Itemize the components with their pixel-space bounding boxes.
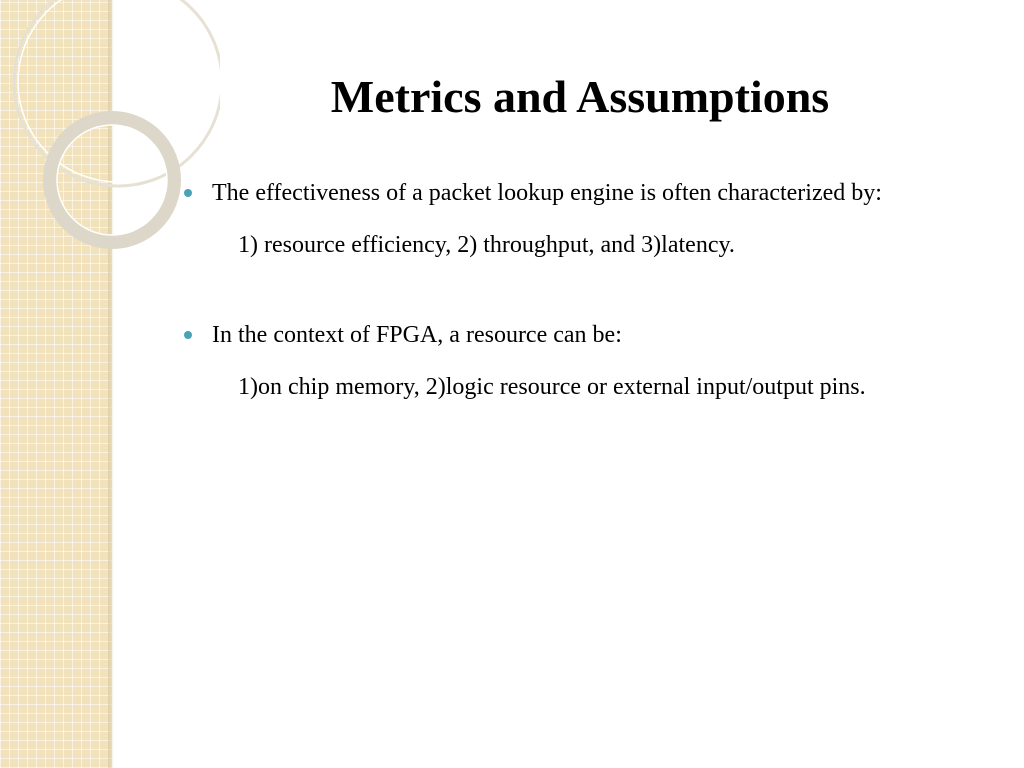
bullet-subtext: 1) resource efficiency, 2) throughput, and 3)latency. [238,232,735,258]
bullet-icon [184,189,192,197]
bullet-icon [184,331,192,339]
bullet-text: In the context of FPGA, a resource can be: [212,322,622,348]
bullet-item [180,314,980,356]
bullet-item [180,172,980,214]
slide-title: Metrics and Assumptions [330,71,830,122]
bullet-subtext: 1)on chip memory, 2)logic resource or external input/output pins. [238,374,866,400]
spacer [180,266,980,314]
bullet-text: The effectiveness of a packet lookup engine is often characterized by: [212,180,882,206]
slide-body [180,172,980,408]
large-ring [14,0,220,186]
